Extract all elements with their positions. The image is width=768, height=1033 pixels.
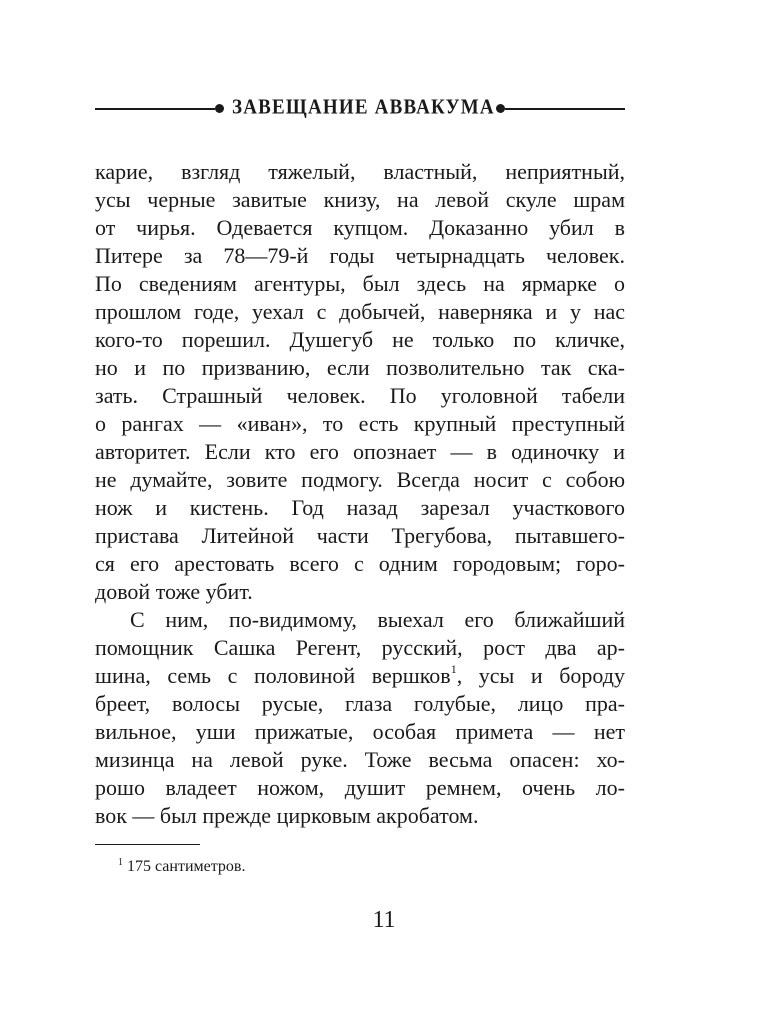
text-line-with-footnote-ref (95, 662, 625, 690)
text-line: пристава Литейной части Трегубова, пытавшего- (95, 523, 625, 548)
text-line: прошлом годе, уехал с добычей, наверняка и у нас (95, 299, 625, 324)
running-header (95, 96, 625, 120)
page-number: 11 (372, 907, 396, 933)
text-line: от чирья. Одевается купцом. Доказанно убил в (95, 215, 625, 240)
footnote-text: 175 сантиметров. (127, 858, 246, 875)
text-line: усы черные завитые книзу, на левой скуле шрам (95, 187, 625, 212)
text-line-part: , усы и бороду (456, 663, 625, 688)
text-line: вильное, уши прижатые, особая примета — нет (95, 719, 625, 744)
text-line: бреет, волосы русые, глаза голубые, лицо пра- (95, 691, 625, 716)
text-line: помощник Сашка Регент, русский, рост два ар- (95, 635, 625, 660)
text-line: нож и кистень. Год назад зарезал участкового (95, 495, 625, 520)
text-line: рошо владеет ножом, душит ремнем, очень ло- (95, 775, 625, 800)
text-line: но и по призванию, если позволительно так ска- (95, 355, 625, 380)
header-dot-right (496, 104, 505, 113)
footnote-marker: 1 (118, 857, 123, 868)
text-line: кого-то порешил. Душегуб не только по кличке, (95, 327, 625, 352)
text-line: карие, взгляд тяжелый, властный, неприятный, (95, 159, 625, 184)
header-rule-left (95, 108, 215, 110)
footnote (118, 857, 245, 877)
footnote-rule (95, 844, 200, 845)
header-rule-right (505, 108, 625, 110)
footnote-reference: 1 (450, 662, 457, 676)
text-line: авторитет. Если кто его опознает — в одиночку и (95, 439, 625, 464)
text-line: мизинца на левой руке. Тоже весьма опасен: хо- (95, 747, 625, 772)
running-header-title: ЗАВЕЩАНИЕ АВВАКУМА (232, 95, 495, 120)
text-line-paragraph-start: С ним, по-видимому, выехал его ближайший (130, 607, 625, 632)
text-line-paragraph-end: довой тоже убит. (95, 579, 253, 604)
text-line: ся его арестовать всего с одним городовым; горо- (95, 551, 625, 576)
text-line: По сведениям агентуры, был здесь на ярмарке о (95, 271, 625, 296)
text-line: зать. Страшный человек. По уголовной табели (95, 383, 625, 408)
text-line: Питере за 78—79-й годы четырнадцать человек. (95, 243, 625, 268)
text-line: не думайте, зовите подмогу. Всегда носит с собою (95, 467, 625, 492)
header-dot-left (215, 104, 224, 113)
text-line: о рангах — «иван», то есть крупный преступный (95, 411, 625, 436)
text-line-paragraph-end: вок — был прежде цирковым акробатом. (95, 803, 479, 828)
text-line-part: шина, семь с половиной вершков (95, 663, 451, 688)
